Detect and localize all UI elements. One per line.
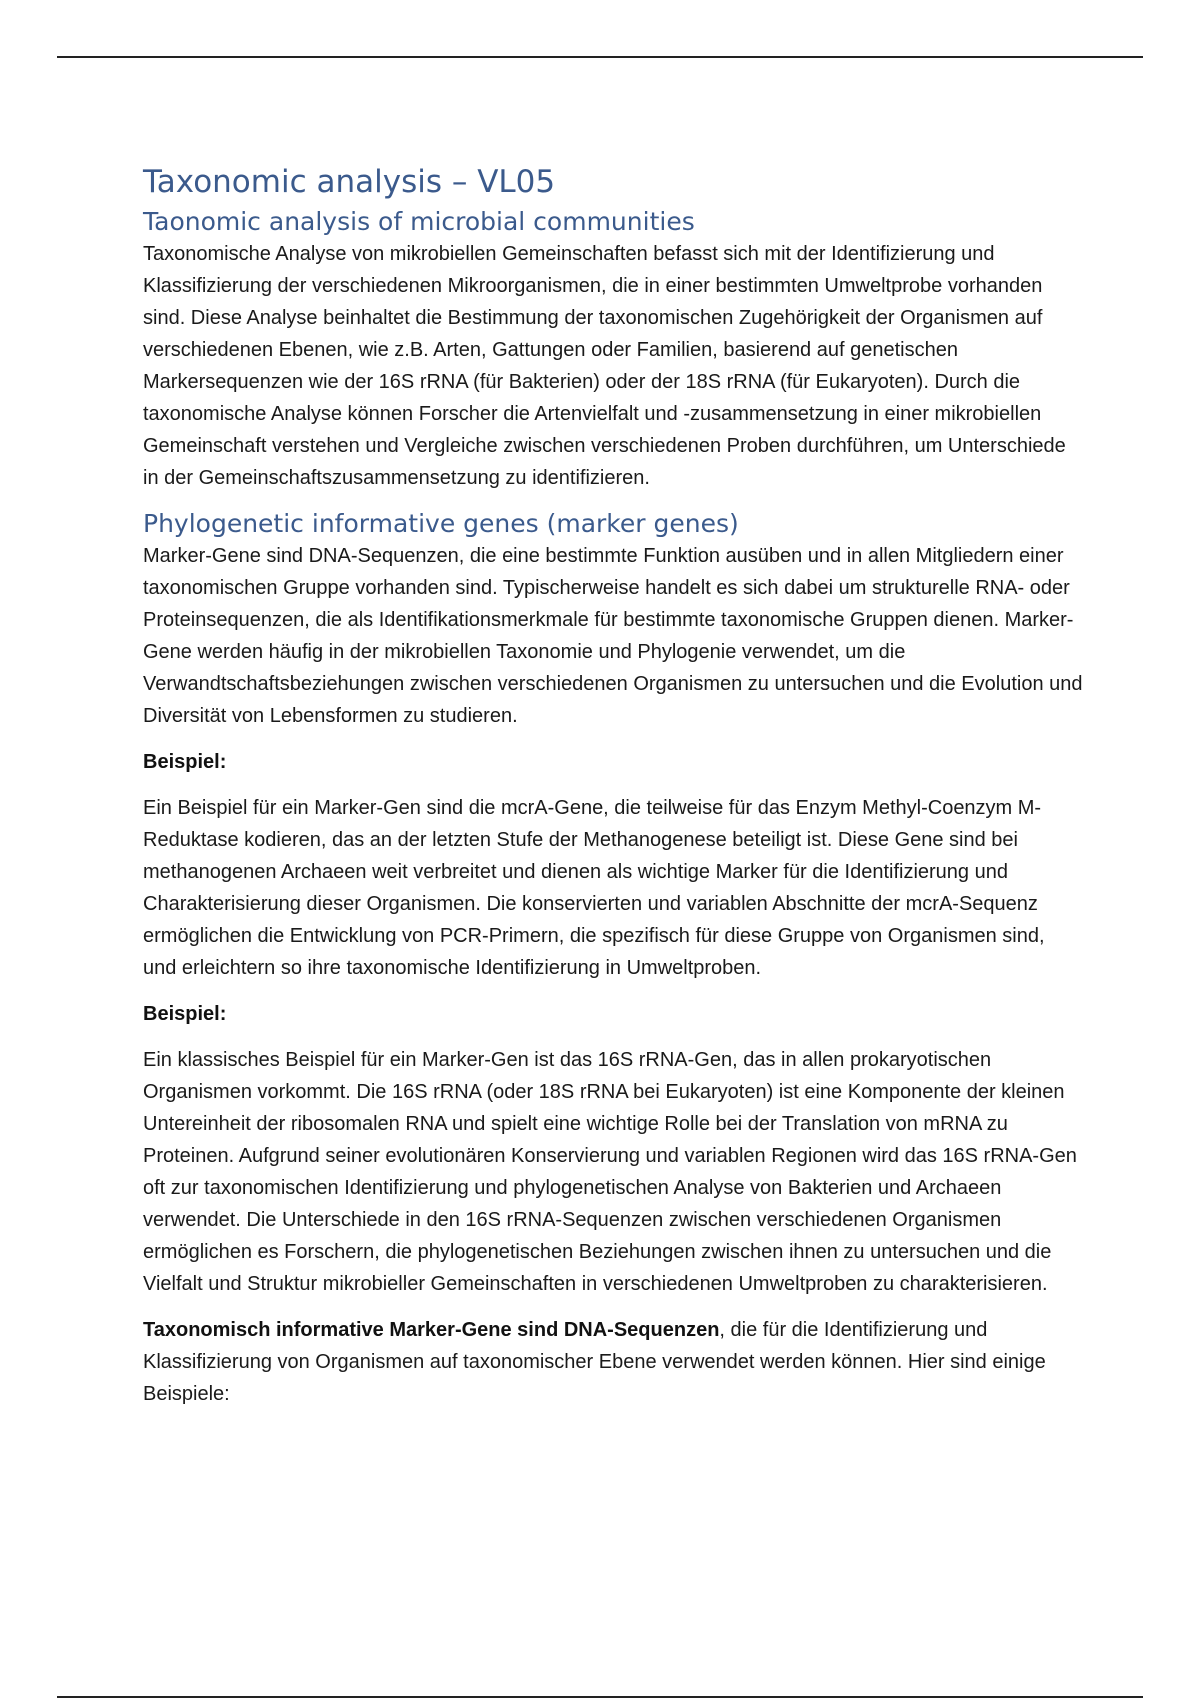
example-paragraph-mcra: Ein Beispiel für ein Marker-Gen sind die mcrA-Gene, die teilweise für das Enzym Methyl-Coenzym M-Reduktase kodieren, das an der letzten Stufe der Methanogenese beteiligt ist. Diese Gene sind bei methanogenen Archaeen weit verbreitet und dienen als wichtige Marker für die Identifizierung und Charakterisierung dieser Organismen. Die konservierten und variablen Abschnitte der mcrA-Sequenz ermöglichen die Entwicklung von PCR-Primern, die spezifisch für diese Gruppe von Organismen sind, und erleichtern so ihre taxonomische Identifizierung in Umweltproben. bbox=[143, 797, 1045, 979]
example-label-2: Beispiel: bbox=[143, 1003, 227, 1025]
footer-rule bbox=[57, 1696, 1143, 1698]
example-paragraph-16s-rrna: Ein klassisches Beispiel für ein Marker-Gen ist das 16S rRNA-Gen, das in allen prokaryotischen Organismen vorkommt. Die 16S rRNA (oder 18S rRNA bei Eukaryoten) ist eine Komponente der kleinen Untereinheit der ribosomalen RNA und spielt eine wichtige Rolle bei der Translation von mRNA zu Proteinen. Aufgrund seiner evolutionären Konservierung und variablen Regionen wird das 16S rRNA-Gen oft zur taxonomischen Identifizierung und phylogenetischen Analyse von Bakterien und Archaeen verwendet. Die Unterschiede in den 16S rRNA-Sequenzen zwischen verschiedenen Organismen ermöglichen es Forschern, die phylogenetischen Beziehungen zwischen ihnen zu untersuchen und die Vielfalt und Struktur mikrobieller Gemeinschaften in verschiedenen Umweltproben zu charakterisieren. bbox=[143, 1049, 1077, 1295]
header-rule bbox=[57, 56, 1143, 58]
marker-genes-intro-paragraph: Marker-Gene sind DNA-Sequenzen, die eine bestimmte Funktion ausüben und in allen Mitgliedern einer taxonomischen Gruppe vorhanden sind. Typischerweise handelt es sich dabei um strukturelle RNA- oder Proteinsequenzen, die als Identifikationsmerkmale für bestimmte taxonomische Gruppen dienen. Marker-Gene werden häufig in der mikrobiellen Taxonomie und Phylogenie verwendet, um die Verwandtschaftsbeziehungen zwischen verschiedenen Organismen zu untersuchen und die Evolution und Diversität von Lebensformen zu studieren. bbox=[143, 545, 1083, 727]
closing-paragraph bbox=[143, 1314, 1083, 1410]
example-label-1: Beispiel: bbox=[143, 751, 227, 773]
section-paragraph-microbial-communities: Taxonomische Analyse von mikrobiellen Gemeinschaften befasst sich mit der Identifizierung und Klassifizierung der verschiedenen Mikroorganismen, die in einer bestimmten Umweltprobe vorhanden sind. Diese Analyse beinhaltet die Bestimmung der taxonomischen Zugehörigkeit der Organismen auf verschiedenen Ebenen, wie z.B. Arten, Gattungen oder Familien, basierend auf genetischen Markersequenzen wie der 16S rRNA (für Bakterien) oder der 18S rRNA (für Eukaryoten). Durch die taxonomische Analyse können Forscher die Artenvielfalt und -zusammensetzung in einer mikrobiellen Gemeinschaft verstehen und Vergleiche zwischen verschiedenen Proben durchführen, um Unterschiede in der Gemeinschaftszusammensetzung zu identifizieren. bbox=[143, 243, 1066, 489]
closing-paragraph-bold-lead: Taxonomisch informative Marker-Gene sind DNA-Sequenzen bbox=[143, 1319, 720, 1341]
section-heading-microbial-communities: Taonomic analysis of microbial communities bbox=[143, 207, 695, 236]
closing-paragraph-rest: , die für die Identifizierung und Klassifizierung von Organismen auf taxonomischer Ebene verwendet werden können. Hier sind einige Beispiele: bbox=[143, 1319, 1046, 1405]
section-heading-marker-genes: Phylogenetic informative genes (marker genes) bbox=[143, 509, 739, 538]
document-title: Taxonomic analysis – VL05 bbox=[143, 164, 556, 200]
document-body bbox=[143, 162, 1083, 1410]
